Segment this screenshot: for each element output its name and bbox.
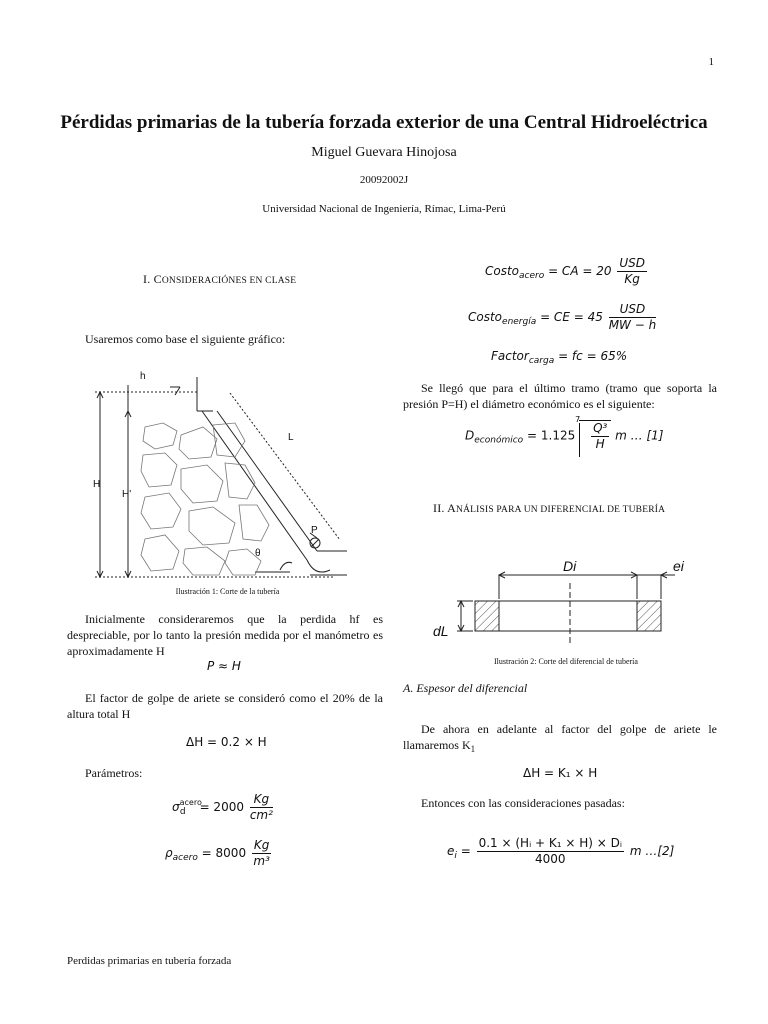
paragraph-hf-despreciable: Inicialmente consideraremos que la perdida hf es despreciable, por lo tanto la presión medida por el manómetro es aproximadamente H	[67, 612, 383, 658]
equation-rho: $\rho_{acero} = 8000$ $\frac{Kg}{\text{m³}}$	[165, 838, 270, 868]
paper-title: Pérdidas primarias de la tubería forzada exterior de una Central Hidroeléctrica	[60, 112, 708, 133]
label-Di: Di	[563, 558, 577, 574]
paragraph-diametro-economico: Se llegó que para el último tramo (tramo que soporta la presión P=H) el diámetro económico es el siguiente:	[403, 381, 717, 411]
label-H-prime: H'	[122, 489, 132, 500]
student-code: 20092002J	[359, 174, 409, 186]
section-1-initial: C	[153, 272, 162, 286]
section-2-initial: A	[447, 501, 457, 515]
equation-p-approx-h: P ≈ H	[207, 659, 241, 673]
page-number: 1	[708, 56, 714, 68]
section-2-title: NÁLISIS PARA UN DIFERENCIAL DE TUBERÍA	[456, 505, 666, 515]
section-1-title: ONSIDERACIÓNES EN CLASE	[161, 276, 297, 286]
figure-pipe-differential	[425, 553, 705, 653]
paragraph-consideraciones: Entonces con las consideraciones pasadas:	[421, 796, 625, 810]
equation-costo-energia: Costo$_{energía}$ = CE = 45 $\frac{\text{USD}}{MW - h}$	[468, 302, 657, 332]
figure-2-caption: Ilustración 2: Corte del diferencial de tubería	[494, 657, 638, 666]
figure-pipe-section	[85, 365, 360, 585]
label-P: P	[311, 525, 318, 536]
section-2-number: II.	[433, 501, 445, 515]
paragraph-base-graphic: Usaremos como base el siguiente gráfico:	[85, 332, 286, 346]
affiliation: Universidad Nacional de Ingeniería, Rímac, Lima-Perú	[262, 203, 506, 215]
section-2-heading	[433, 501, 665, 516]
paragraph-k1: De ahora en adelante al factor del golpe de ariete le llamaremos $K_1$	[403, 722, 717, 754]
label-dL: dL	[433, 623, 449, 639]
subsection-a-heading: A. Espesor del diferencial	[403, 681, 528, 695]
paragraph-golpe-ariete: El factor de golpe de ariete se consideró como el 20% de la altura total H	[67, 691, 383, 721]
label-L: L	[288, 432, 294, 443]
equation-d-economico: $D_{económico} = 1.125$ 7 $\frac{\text{Q³}}{H}$ m … [1]	[465, 420, 663, 452]
equation-factor-carga: Factor$_{carga}$ = fc = 65%	[491, 349, 628, 366]
page-footer: Perdidas primarias en tubería forzada	[67, 955, 232, 967]
author: Miguel Guevara Hinojosa	[311, 145, 457, 160]
equation-e-i: $e_i$ = $\frac{\text{0.1 × (Hᵢ + K₁ × H) × Dᵢ}}{4000}$ m …[2]	[447, 836, 675, 866]
equation-costo-acero: Costo$_{acero}$ = CA = 20 $\frac{\text{USD}}{Kg}$	[485, 256, 645, 286]
equation-delta-h: ΔH = 0.2 × H	[186, 735, 267, 749]
label-ei: ei	[673, 558, 684, 574]
equation-sigma: $\sigma_{acerod} = 2000$ $\frac{Kg}{\text{cm²}}$	[172, 792, 273, 822]
label-theta: θ	[255, 548, 261, 559]
section-1-heading	[143, 272, 296, 287]
label-H: H	[93, 479, 101, 490]
equation-delta-h-k1: ΔH = K₁ × H	[523, 766, 598, 780]
paragraph-parametros: Parámetros:	[85, 766, 143, 780]
label-h: h	[140, 371, 146, 382]
section-1-number: I.	[143, 272, 151, 286]
figure-1-caption: Ilustración 1: Corte de la tubería	[175, 587, 280, 596]
